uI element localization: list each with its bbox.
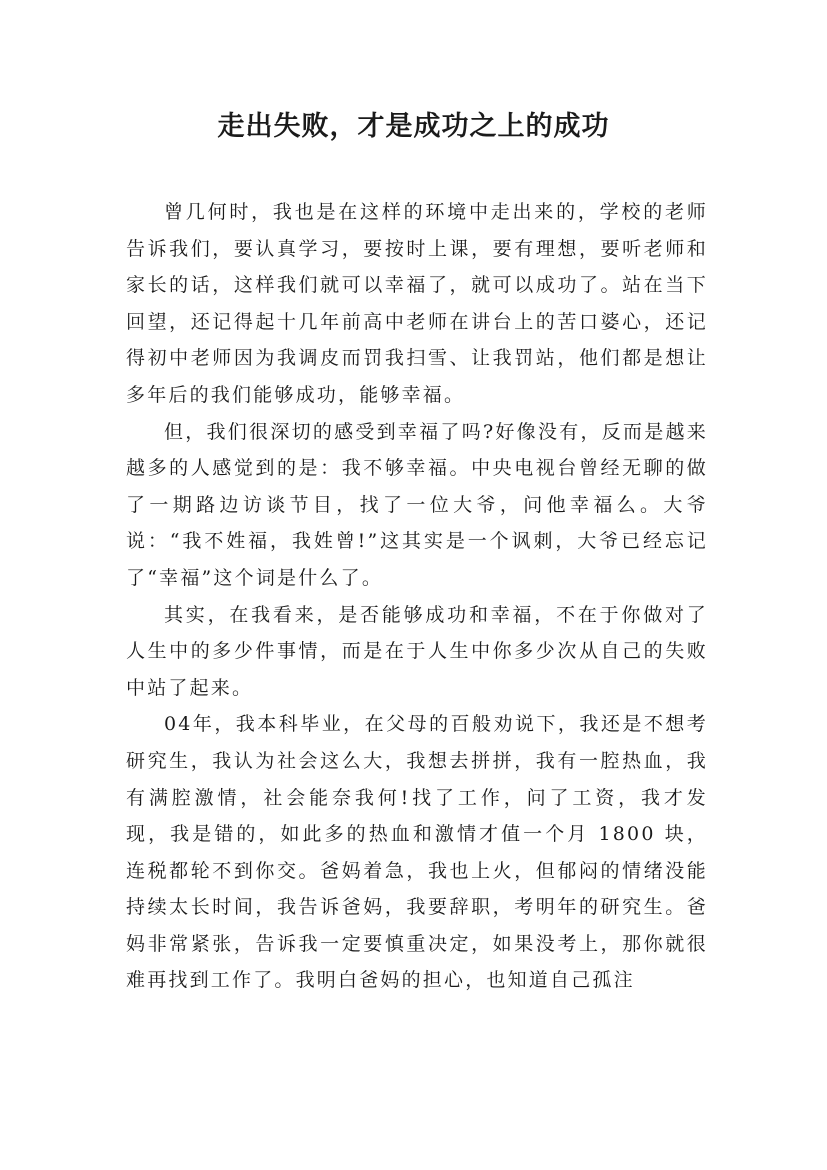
paragraph: 04年，我本科毕业，在父母的百般劝说下，我还是不想考研究生，我认为社会这么大，我想去拼拼，我有一腔热血，我有满腔激情，社会能奈我何!找了工作，问了工资，我才发现，我是错的，如此多的热血和激情才值一个月 1800 块，连税都轮不到你交。爸妈着急，我也上火，但郁闷的情绪没能持续太长时间，我告诉爸妈，我要辞职，考明年的研究生。爸妈非常紧张，告诉我一定要慎重决定，如果没考上，那你就很难再找到工作了。我明白爸妈的担心，也知道自己孤注 [126, 713, 708, 992]
paragraph: 但，我们很深切的感受到幸福了吗?好像没有，反而是越来越多的人感觉到的是：我不够幸福。中央电视台曾经无聊的做了一期路边访谈节目，找了一位大爷，问他幸福么。大爷说：“我不姓福，我姓曾!”这其实是一个讽刺，大爷已经忘记了“幸福”这个词是什么了。 [126, 420, 708, 589]
document-body [126, 194, 708, 999]
paragraph: 曾几何时，我也是在这样的环境中走出来的，学校的老师告诉我们，要认真学习，要按时上课，要有理想，要听老师和家长的话，这样我们就可以幸福了，就可以成功了。站在当下回望，还记得起十几年前高中老师在讲台上的苦口婆心，还记得初中老师因为我调皮而罚我扫雪、让我罚站，他们都是想让多年后的我们能够成功，能够幸福。 [126, 201, 708, 406]
document-title: 走出失败，才是成功之上的成功 [217, 111, 610, 142]
paragraph: 其实，在我看来，是否能够成功和幸福，不在于你做对了人生中的多少件事情，而是在于人生中你多少次从自己的失败中站了起来。 [126, 603, 708, 699]
